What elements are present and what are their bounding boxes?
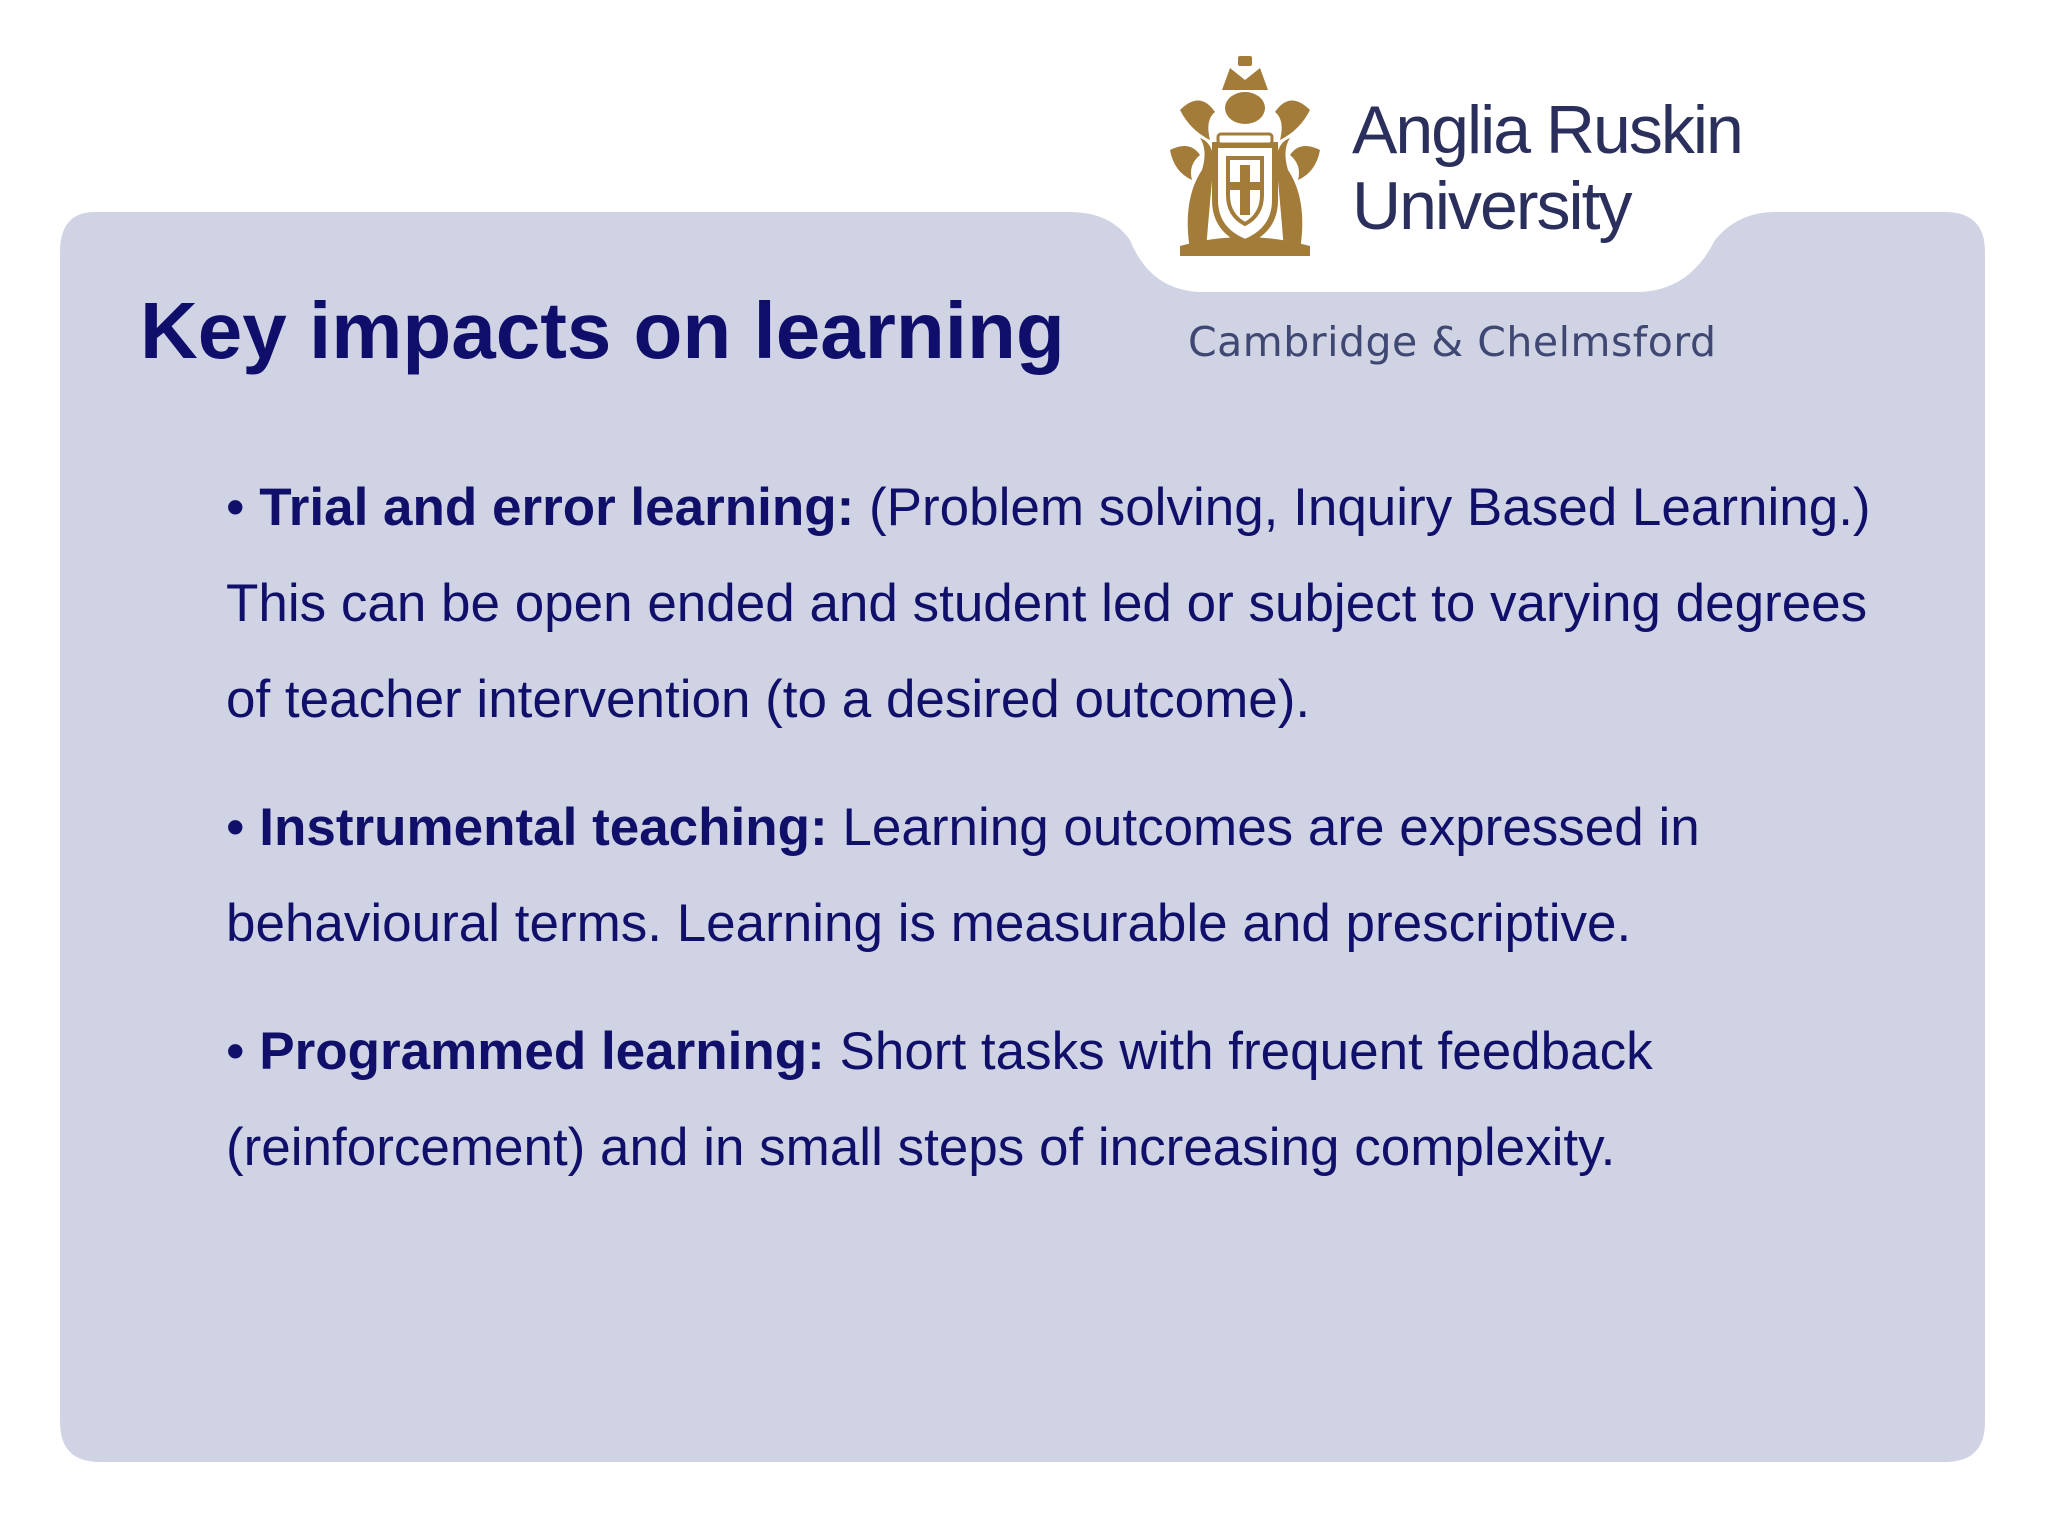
- bullet-item: [226, 460, 1906, 748]
- bullet-marker: •: [226, 478, 245, 537]
- slide-title: Key impacts on learning: [140, 286, 1065, 375]
- bullet-heading: Programmed learning:: [259, 1022, 825, 1081]
- bullet-marker: •: [226, 798, 245, 857]
- bullet-list: [226, 460, 1906, 1228]
- university-name-line2: University: [1352, 168, 1631, 244]
- university-logo: [1160, 50, 1760, 260]
- bullet-text: Short tasks with frequent feedback (reinforcement) and in small steps of increasing complexity.: [226, 1022, 1653, 1177]
- university-name: [1352, 92, 1742, 244]
- bullet-marker: •: [226, 1022, 245, 1081]
- bullet-text: Learning outcomes are expressed in behavioural terms. Learning is measurable and prescriptive.: [226, 798, 1700, 953]
- bullet-item: [226, 1004, 1906, 1196]
- campus-label: Cambridge & Chelmsford: [1188, 318, 1717, 366]
- university-crest-icon: [1160, 50, 1330, 260]
- bullet-item: [226, 780, 1906, 972]
- bullet-heading: Instrumental teaching:: [259, 798, 828, 857]
- university-name-line1: Anglia Ruskin: [1352, 92, 1742, 168]
- bullet-text: (Problem solving, Inquiry Based Learning.) This can be open ended and student led or subject to varying degrees of teacher intervention (to a desired outcome).: [226, 478, 1871, 729]
- bullet-heading: Trial and error learning:: [259, 478, 855, 537]
